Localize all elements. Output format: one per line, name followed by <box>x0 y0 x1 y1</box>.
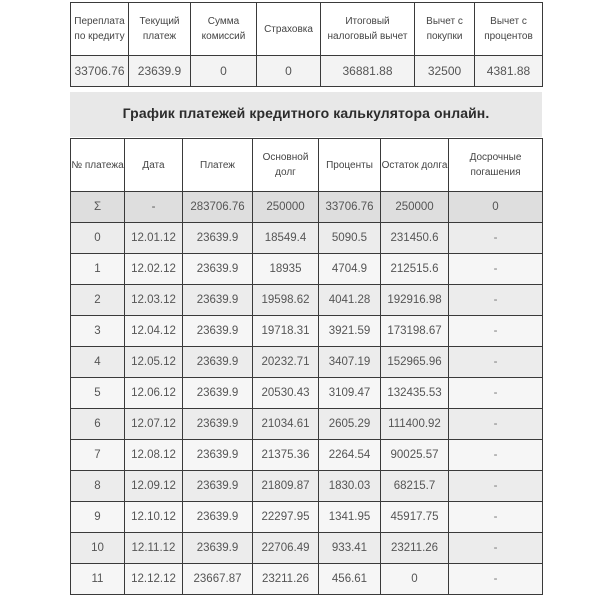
cell-balance: 111400.92 <box>381 409 449 440</box>
schedule-header-date: Дата <box>125 139 183 192</box>
cell-date: 12.12.12 <box>125 564 183 595</box>
cell-principal: 20232.71 <box>253 347 319 378</box>
cell-interest: 4041.28 <box>319 285 381 316</box>
table-row <box>71 471 543 502</box>
cell-number: 10 <box>71 533 125 564</box>
cell-early-repayment: - <box>449 285 543 316</box>
schedule-header-balance: Остаток долга <box>381 139 449 192</box>
total-cell-early-repayment: 0 <box>449 192 543 223</box>
cell-payment: 23639.9 <box>183 502 253 533</box>
cell-interest: 2605.29 <box>319 409 381 440</box>
cell-payment: 23667.87 <box>183 564 253 595</box>
cell-date: 12.11.12 <box>125 533 183 564</box>
cell-payment: 23639.9 <box>183 440 253 471</box>
cell-number: 5 <box>71 378 125 409</box>
cell-date: 12.06.12 <box>125 378 183 409</box>
cell-principal: 21034.61 <box>253 409 319 440</box>
cell-payment: 23639.9 <box>183 471 253 502</box>
schedule-header-row <box>71 139 543 192</box>
cell-principal: 19598.62 <box>253 285 319 316</box>
total-cell-payment: 283706.76 <box>183 192 253 223</box>
cell-principal: 19718.31 <box>253 316 319 347</box>
cell-number: 9 <box>71 502 125 533</box>
summary-header-interest-deduction: Вычет с процентов <box>475 3 543 56</box>
cell-early-repayment: - <box>449 440 543 471</box>
cell-principal: 20530.43 <box>253 378 319 409</box>
schedule-header-payment: Платеж <box>183 139 253 192</box>
cell-payment: 23639.9 <box>183 223 253 254</box>
total-cell-number: Σ <box>71 192 125 223</box>
cell-interest: 456.61 <box>319 564 381 595</box>
cell-interest: 1830.03 <box>319 471 381 502</box>
cell-number: 7 <box>71 440 125 471</box>
table-row <box>71 254 543 285</box>
cell-date: 12.01.12 <box>125 223 183 254</box>
cell-number: 2 <box>71 285 125 316</box>
cell-date: 12.04.12 <box>125 316 183 347</box>
table-row <box>71 316 543 347</box>
cell-balance: 152965.96 <box>381 347 449 378</box>
cell-interest: 3407.19 <box>319 347 381 378</box>
cell-balance: 90025.57 <box>381 440 449 471</box>
summary-header-overpayment: Переплата по кредиту <box>71 3 129 56</box>
table-row <box>71 409 543 440</box>
summary-value-overpayment: 33706.76 <box>71 56 129 87</box>
schedule-total-row <box>71 192 543 223</box>
cell-balance: 192916.98 <box>381 285 449 316</box>
cell-early-repayment: - <box>449 533 543 564</box>
total-cell-principal: 250000 <box>253 192 319 223</box>
cell-date: 12.02.12 <box>125 254 183 285</box>
cell-date: 12.07.12 <box>125 409 183 440</box>
cell-number: 4 <box>71 347 125 378</box>
cell-early-repayment: - <box>449 378 543 409</box>
cell-early-repayment: - <box>449 347 543 378</box>
payment-schedule-table <box>70 138 543 595</box>
schedule-title: График платежей кредитного калькулятора онлайн. <box>122 105 490 121</box>
cell-principal: 21375.36 <box>253 440 319 471</box>
cell-balance: 132435.53 <box>381 378 449 409</box>
schedule-header-number: № платежа <box>71 139 125 192</box>
table-row <box>71 347 543 378</box>
table-row <box>71 533 543 564</box>
cell-balance: 45917.75 <box>381 502 449 533</box>
cell-date: 12.05.12 <box>125 347 183 378</box>
cell-balance: 231450.6 <box>381 223 449 254</box>
cell-number: 1 <box>71 254 125 285</box>
table-row <box>71 285 543 316</box>
cell-payment: 23639.9 <box>183 533 253 564</box>
table-row <box>71 502 543 533</box>
table-row <box>71 378 543 409</box>
cell-date: 12.03.12 <box>125 285 183 316</box>
summary-table <box>70 2 543 87</box>
cell-principal: 18549.4 <box>253 223 319 254</box>
cell-principal: 23211.26 <box>253 564 319 595</box>
cell-early-repayment: - <box>449 502 543 533</box>
cell-date: 12.08.12 <box>125 440 183 471</box>
summary-value-commissions: 0 <box>191 56 257 87</box>
cell-interest: 5090.5 <box>319 223 381 254</box>
cell-interest: 2264.54 <box>319 440 381 471</box>
schedule-header-interest: Проценты <box>319 139 381 192</box>
summary-header-current-payment: Текущий платеж <box>129 3 191 56</box>
schedule-header-principal: Основной долг <box>253 139 319 192</box>
summary-value-total-tax-deduction: 36881.88 <box>321 56 415 87</box>
summary-header-purchase-deduction: Вычет с покупки <box>415 3 475 56</box>
cell-interest: 1341.95 <box>319 502 381 533</box>
cell-balance: 0 <box>381 564 449 595</box>
cell-principal: 22706.49 <box>253 533 319 564</box>
summary-value-current-payment: 23639.9 <box>129 56 191 87</box>
summary-header-row <box>71 3 543 56</box>
schedule-title-band <box>70 92 542 137</box>
cell-interest: 933.41 <box>319 533 381 564</box>
cell-payment: 23639.9 <box>183 285 253 316</box>
cell-interest: 3109.47 <box>319 378 381 409</box>
cell-interest: 4704.9 <box>319 254 381 285</box>
cell-number: 11 <box>71 564 125 595</box>
summary-value-insurance: 0 <box>257 56 321 87</box>
cell-balance: 173198.67 <box>381 316 449 347</box>
cell-payment: 23639.9 <box>183 378 253 409</box>
cell-principal: 22297.95 <box>253 502 319 533</box>
cell-payment: 23639.9 <box>183 316 253 347</box>
cell-balance: 23211.26 <box>381 533 449 564</box>
cell-early-repayment: - <box>449 316 543 347</box>
cell-date: 12.10.12 <box>125 502 183 533</box>
summary-values-row <box>71 56 543 87</box>
table-row <box>71 440 543 471</box>
cell-balance: 68215.7 <box>381 471 449 502</box>
cell-number: 6 <box>71 409 125 440</box>
cell-early-repayment: - <box>449 564 543 595</box>
table-row <box>71 564 543 595</box>
cell-payment: 23639.9 <box>183 409 253 440</box>
cell-balance: 212515.6 <box>381 254 449 285</box>
cell-number: 8 <box>71 471 125 502</box>
cell-early-repayment: - <box>449 223 543 254</box>
cell-interest: 3921.59 <box>319 316 381 347</box>
cell-date: 12.09.12 <box>125 471 183 502</box>
schedule-header-early-repayment: Досрочные погашения <box>449 139 543 192</box>
cell-early-repayment: - <box>449 254 543 285</box>
summary-header-commissions: Сумма комиссий <box>191 3 257 56</box>
summary-value-interest-deduction: 4381.88 <box>475 56 543 87</box>
cell-early-repayment: - <box>449 471 543 502</box>
summary-header-insurance: Страховка <box>257 3 321 56</box>
cell-number: 3 <box>71 316 125 347</box>
total-cell-date: - <box>125 192 183 223</box>
cell-principal: 21809.87 <box>253 471 319 502</box>
cell-principal: 18935 <box>253 254 319 285</box>
summary-header-total-tax-deduction: Итоговый налоговый вычет <box>321 3 415 56</box>
cell-early-repayment: - <box>449 409 543 440</box>
summary-value-purchase-deduction: 32500 <box>415 56 475 87</box>
cell-payment: 23639.9 <box>183 347 253 378</box>
cell-payment: 23639.9 <box>183 254 253 285</box>
table-row <box>71 223 543 254</box>
total-cell-interest: 33706.76 <box>319 192 381 223</box>
cell-number: 0 <box>71 223 125 254</box>
total-cell-balance: 250000 <box>381 192 449 223</box>
